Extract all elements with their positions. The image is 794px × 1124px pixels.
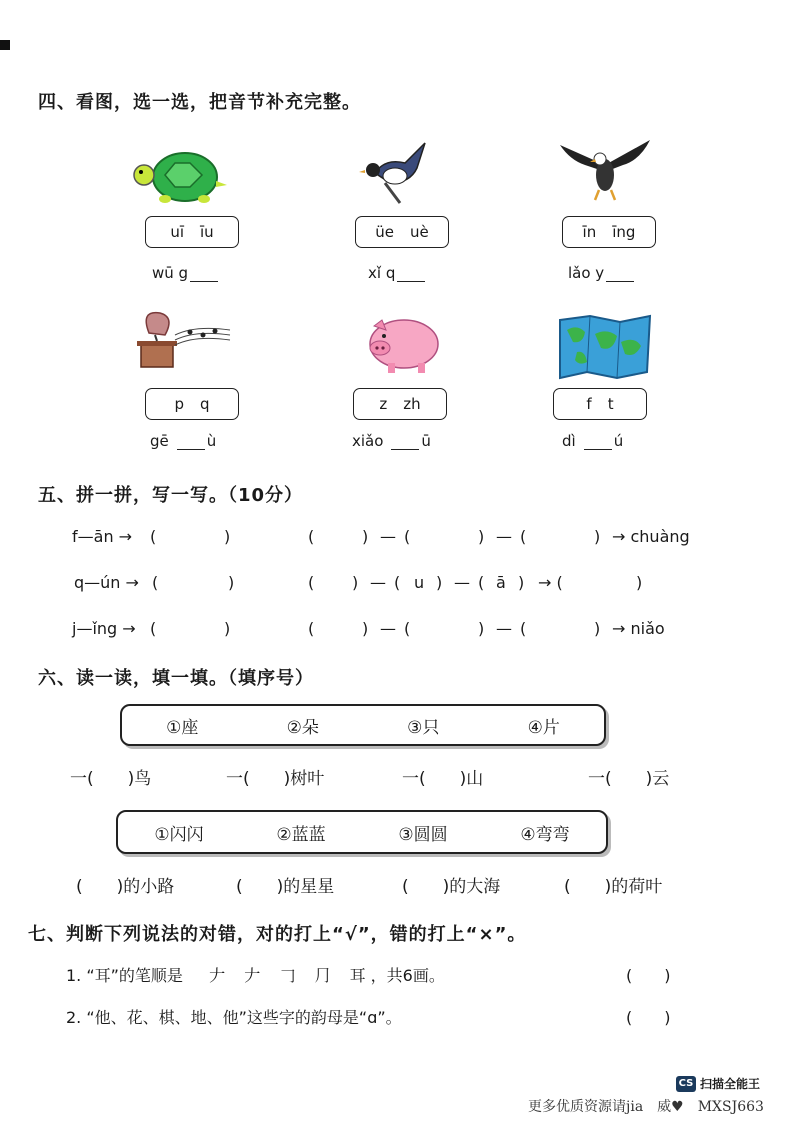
paren-open: ( [150,527,157,546]
option-item: ④片 [527,717,560,738]
paren-close: ) [224,619,231,638]
dash: — [454,573,470,592]
choice-box-pig [353,388,447,420]
paren-open: ( [308,573,315,592]
paren-close: ) [594,619,601,638]
option-item: ③只 [407,717,440,738]
paren-close: ) [352,573,359,592]
paren-open: ( [150,619,157,638]
measure-word-options [120,704,606,746]
option-item: ②蓝蓝 [276,824,326,845]
paren-close: ) [436,573,443,592]
choice-option[interactable]: üe [375,223,394,241]
option-item: ①座 [166,717,199,738]
paren-close: ) [518,573,525,592]
choice-box-map [553,388,647,420]
fill-item[interactable]: 一( )树叶 [226,769,325,789]
choice-box-turtle [145,216,239,248]
stroke-step: 耳 [349,966,366,985]
paren-open: ( [478,573,485,592]
fill-item[interactable]: ( )的星星 [236,877,335,897]
map-icon [555,312,655,382]
fill-row-1 [70,764,669,789]
pinyin-magpie: xǐ q [368,264,425,282]
choice-option[interactable]: īu [200,223,214,241]
spell-row-3-end: → niǎo [612,619,665,638]
option-item: ④弯弯 [520,824,570,845]
dash: — [370,573,386,592]
paren-close: ) [362,527,369,546]
choice-box-gramophone [145,388,239,420]
paren-open: ( [404,619,411,638]
section7-title: 七、判断下列说法的对错，对的打上“√”，错的打上“×”。 [28,924,527,945]
paren-close: ) [478,527,485,546]
paren-close: ) [594,527,601,546]
choice-option[interactable]: t [607,395,614,413]
paren-open: ( [394,573,401,592]
answer-blank[interactable] [177,435,205,450]
paren-open: ( [152,573,159,592]
footer-note: 更多优质资源请jia 威♥ MXSJ663 [528,1099,764,1115]
answer-paren[interactable]: ( ) [626,966,671,985]
paren-close: ) [228,573,235,592]
scanner-watermark [676,1075,760,1092]
answer-blank[interactable] [584,435,612,450]
choice-box-eagle [562,216,656,248]
cs-logo-icon: CS [676,1076,696,1092]
paren-close: ) [224,527,231,546]
pinyin-pig: xiǎo ū [352,432,431,450]
paren-open: ( [308,619,315,638]
option-item: ③圆圆 [398,824,448,845]
section6-title: 六、读一读，填一填。（填序号） [38,668,314,689]
fill-item[interactable]: ( )的荷叶 [564,877,663,897]
spell-row-1-end: → chuàng [612,527,690,546]
paren-close: ) [478,619,485,638]
corner-mark [0,40,10,50]
option-item: ①闪闪 [154,824,204,845]
fill-item[interactable]: ( )的小路 [76,877,175,897]
section5-title: 五、拼一拼，写一写。（10分） [38,485,304,506]
eagle-icon [555,135,655,205]
answer-paren[interactable]: ( ) [626,1008,671,1027]
choice-option[interactable]: īng [612,223,636,241]
pinyin-turtle: wū g [152,264,218,282]
adjective-options [116,810,608,854]
dash: — [496,527,512,546]
answer-blank[interactable] [397,267,425,282]
dash: — [380,527,396,546]
choice-option[interactable]: īn [582,223,597,241]
app-name: 扫描全能王 [700,1077,761,1091]
paren-open: ( [520,619,527,638]
pig-icon [352,308,452,378]
choice-box-magpie [355,216,449,248]
choice-option[interactable]: q [200,395,210,413]
answer-blank[interactable] [606,267,634,282]
spell-row-3-start: j—ǐng → [72,619,136,638]
fill-item[interactable]: 一( )云 [588,769,670,789]
magpie-icon [355,138,455,208]
answer-blank[interactable] [391,435,419,450]
paren-close: ) [362,619,369,638]
choice-option[interactable]: uè [410,223,429,241]
judge-question-1: 1. “耳”的笔顺是 𠂇 𠂇 𠃌 ⺆ 耳 ，共6画。 [66,966,445,985]
paren-close: ) [636,573,643,592]
fill-row-2 [76,872,662,897]
choice-option[interactable]: uī [170,223,184,241]
paren-open: ( [308,527,315,546]
fill-item[interactable]: 一( )鸟 [70,769,152,789]
stroke-step: ⺆ [314,966,331,985]
stroke-step: 𠃌 [279,966,296,985]
answer-blank[interactable] [190,267,218,282]
pinyin-eagle: lǎo y [568,264,634,282]
choice-option[interactable]: p [174,395,184,413]
turtle-icon [130,145,230,215]
spell-row-2-end: → ( [538,573,563,592]
gramophone-icon [135,305,235,375]
given-letter: u [414,573,425,592]
paren-open: ( [404,527,411,546]
dash: — [380,619,396,638]
spell-row-2-start: q—ún → [74,573,139,592]
given-letter: ā [496,573,506,592]
pinyin-gramophone: gē ù [150,432,217,450]
dash: — [496,619,512,638]
section4-title: 四、看图，选一选，把音节补充完整。 [38,92,361,113]
option-item: ②朵 [286,717,319,738]
stroke-step: 𠂇 [209,966,226,985]
spell-row-1-start: f—ān → [72,527,133,546]
fill-item[interactable]: 一( )山 [402,769,484,789]
stroke-step: 𠂇 [244,966,261,985]
choice-option[interactable]: zh [403,395,421,413]
fill-item[interactable]: ( )的大海 [402,877,501,897]
paren-open: ( [520,527,527,546]
choice-option[interactable]: z [379,395,388,413]
pinyin-map: dì ú [562,432,624,450]
judge-question-2: 2. “他、花、棋、地、他”这些字的韵母是“ɑ”。 [66,1008,402,1027]
choice-option[interactable]: f [586,395,592,413]
